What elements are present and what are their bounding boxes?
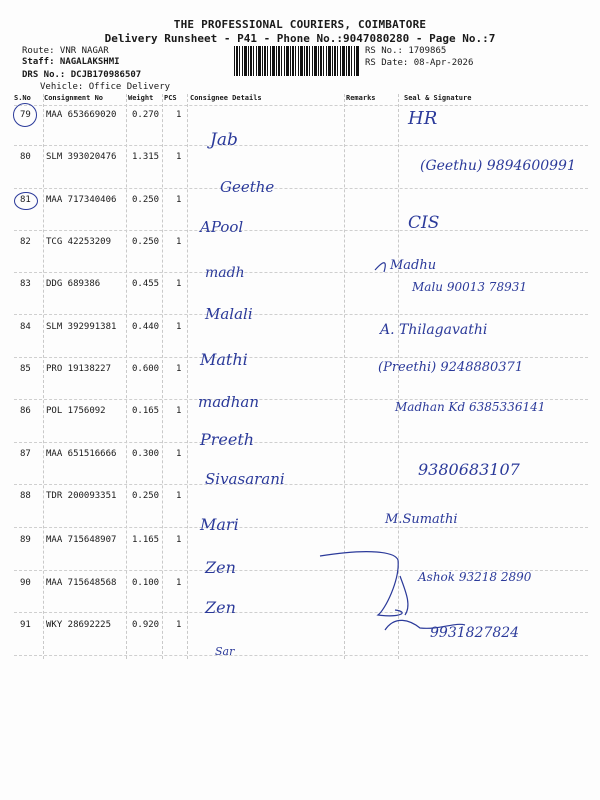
col-sno: S.No	[14, 94, 31, 102]
row-circle-81	[14, 192, 38, 210]
weight-value: 0.455	[132, 279, 160, 289]
pcs-value: 1	[176, 491, 182, 501]
consignee-handwriting: Preeth	[200, 430, 255, 449]
pcs-value: 1	[176, 449, 182, 459]
pcs-value: 1	[176, 364, 182, 374]
weight-value: 0.270	[132, 110, 160, 120]
row-sno: 87	[20, 449, 31, 459]
seal-signature: Madhan Kd 6385336141	[395, 400, 546, 414]
consignee-handwriting: Mari	[200, 515, 239, 534]
pcs-value: 1	[176, 110, 182, 120]
pcs-value: 1	[176, 578, 182, 588]
consignment-number: MAA 653669020	[46, 110, 117, 120]
pcs-value: 1	[176, 620, 182, 630]
seal-signature: HR	[408, 108, 438, 129]
col-consignment: Consignment No	[44, 94, 104, 102]
col-consignee: Consignee Details	[190, 94, 262, 102]
col-seal: Seal & Signature	[404, 94, 472, 102]
consignee-handwriting: madhan	[198, 393, 260, 411]
pcs-value: 1	[176, 535, 182, 545]
consignment-number: POL 1756092	[46, 406, 106, 416]
staff-label: Staff: NAGALAKSHMI	[22, 57, 120, 67]
row-sno: 81	[20, 195, 31, 205]
consignment-number: SLM 393020476	[46, 152, 117, 162]
seal-signature: (Preethi) 9248880371	[378, 360, 524, 375]
col-remarks: Remarks	[346, 94, 376, 102]
barcode	[234, 46, 360, 76]
consignee-handwriting: Zen	[205, 598, 236, 617]
page-subtitle: Delivery Runsheet - P41 - Phone No.:9047080280 - Page No.:7	[104, 32, 496, 45]
pcs-value: 1	[176, 237, 182, 247]
consignment-number: MAA 651516666	[46, 449, 117, 459]
consignment-number: MAA 717340406	[46, 195, 117, 205]
seal-signature: M.Sumathi	[385, 512, 458, 527]
row-sno: 84	[20, 322, 31, 332]
consignee-handwriting: Malali	[205, 305, 253, 323]
weight-value: 1.315	[132, 152, 160, 162]
seal-signature: 9931827824	[430, 625, 520, 641]
row-sno: 82	[20, 237, 31, 247]
consignee-handwriting: APool	[200, 218, 244, 236]
consignment-number: WKY 28692225	[46, 620, 112, 630]
weight-value: 0.920	[132, 620, 160, 630]
page-title: THE PROFESSIONAL COURIERS, COIMBATORE	[173, 18, 427, 31]
weight-value: 0.600	[132, 364, 160, 374]
consignment-number: PRO 19138227	[46, 364, 112, 374]
row-sno: 86	[20, 406, 31, 416]
seal-signature: CIS	[408, 213, 440, 233]
drs-label: DRS No.: DCJB170986507	[22, 70, 142, 80]
rs-date: RS Date: 08-Apr-2026	[365, 58, 474, 68]
col-pcs: PCS	[164, 94, 177, 102]
weight-value: 0.165	[132, 406, 160, 416]
weight-value: 0.250	[132, 237, 160, 247]
weight-value: 0.100	[132, 578, 160, 588]
weight-value: 1.165	[132, 535, 160, 545]
seal-signature: A. Thilagavathi	[380, 322, 488, 338]
seal-signature: Madhu	[390, 258, 437, 273]
weight-value: 0.300	[132, 449, 160, 459]
consignee-handwriting: madh	[205, 265, 245, 281]
consignee-handwriting: Sivasarani	[205, 470, 285, 488]
consignment-number: MAA 715648907	[46, 535, 117, 545]
consignment-number: DDG 689386	[46, 279, 101, 289]
consignee-handwriting: Geethe	[220, 178, 275, 196]
weight-value: 0.250	[132, 491, 160, 501]
pcs-value: 1	[176, 152, 182, 162]
consignment-number: MAA 715648568	[46, 578, 117, 588]
consignment-number: SLM 392991381	[46, 322, 117, 332]
consignee-handwriting: Zen	[205, 558, 236, 577]
seal-signature: (Geethu) 9894600991	[420, 158, 576, 174]
route-label: Route: VNR NAGAR	[22, 46, 109, 56]
col-weight: Weight	[128, 94, 154, 102]
row-sno: 88	[20, 491, 31, 501]
pcs-value: 1	[176, 406, 182, 416]
consignee-handwriting: Jab	[210, 130, 238, 150]
consignment-number: TCG 42253209	[46, 237, 112, 247]
row-circle-79	[13, 103, 37, 127]
consignment-number: TDR 200093351	[46, 491, 117, 501]
pcs-value: 1	[176, 195, 182, 205]
weight-value: 0.250	[132, 195, 160, 205]
pcs-value: 1	[176, 279, 182, 289]
seal-signature: Malu 90013 78931	[412, 280, 527, 294]
weight-value: 0.440	[132, 322, 160, 332]
seal-signature: Ashok 93218 2890	[418, 570, 532, 584]
row-sno: 83	[20, 279, 31, 289]
rs-number: RS No.: 1709865	[365, 46, 447, 56]
row-sno: 85	[20, 364, 31, 374]
row-sno: 89	[20, 535, 31, 545]
vehicle-label: Vehicle: Office Delivery	[40, 82, 171, 92]
consignee-handwriting: Mathi	[200, 350, 248, 369]
row-sno: 91	[20, 620, 31, 630]
row-sno: 79	[20, 110, 31, 120]
row-sno: 80	[20, 152, 31, 162]
seal-signature: 9380683107	[418, 460, 520, 479]
consignee-handwriting: Sar	[215, 645, 235, 658]
pcs-value: 1	[176, 322, 182, 332]
row-sno: 90	[20, 578, 31, 588]
